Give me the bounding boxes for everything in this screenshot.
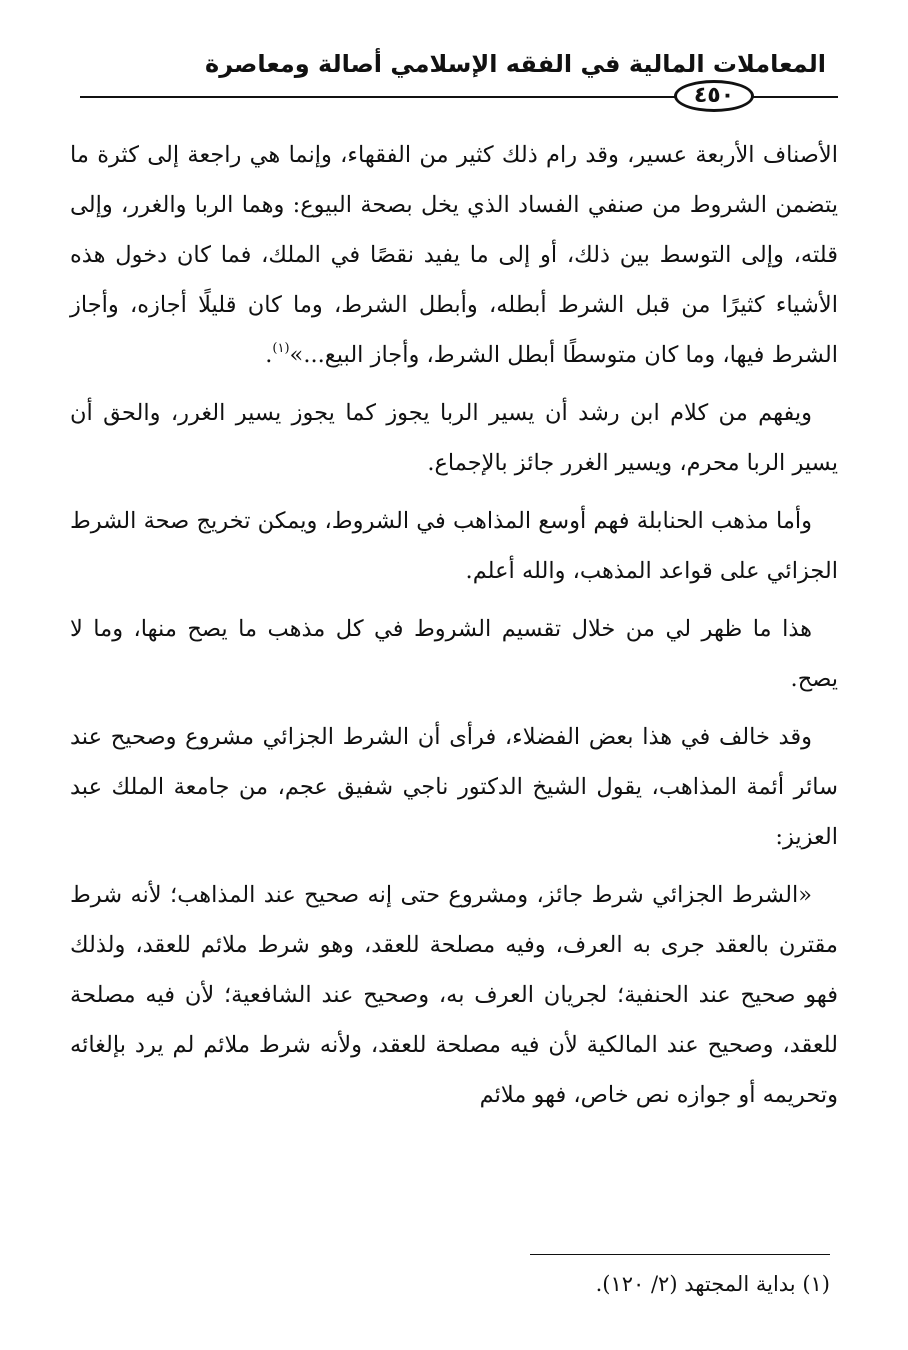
paragraph-1-text: الأصناف الأربعة عسير، وقد رام ذلك كثير من الفقهاء، وإنما هي راجعة إلى كثرة ما يتضمن الشروط من صنفي الفساد الذي يخل بصحة البيوع: وهما الربا والغرر، وإلى قلته، وإلى التوسط بين ذلك، أو إلى ما يفيد نقصًا في الملك، فما كان دخول هذه الأشياء كثيرًا من قبل الشرط أبطله، وأبطل الشرط، وما كان قليلًا أجازه، وأجاز الشرط فيها، وما كان متوسطًا أبطل الشرط، وأجاز البيع...» <box>70 142 838 368</box>
footnote-1: (١) بداية المجتهد (٢/ ١٢٠). <box>595 1272 830 1296</box>
paragraph-3: وأما مذهب الحنابلة فهم أوسع المذاهب في الشروط، ويمكن تخريج صحة الشرط الجزائي على قواعد المذهب، والله أعلم. <box>70 508 838 584</box>
running-header-title: المعاملات المالية في الفقه الإسلامي أصالة ومعاصرة <box>205 50 826 78</box>
paragraph-2: ويفهم من كلام ابن رشد أن يسير الربا يجوز كما يجوز يسير الغرر، والحق أن يسير الربا محرم، ويسير الغرر جائز بالإجماع. <box>70 400 838 476</box>
paragraph-1 <box>70 130 838 380</box>
paragraph-4: هذا ما ظهر لي من خلال تقسيم الشروط في كل مذهب ما يصح منها، وما لا يصح. <box>70 616 838 692</box>
paragraph-6: «الشرط الجزائي شرط جائز، ومشروع حتى إنه صحيح عند المذاهب؛ لأنه شرط مقترن بالعقد جرى به العرف، وفيه مصلحة للعقد، وهو شرط ملائم للعقد، ولذلك فهو صحيح عند الحنفية؛ لجريان العرف به، وصحيح عند الشافعية؛ لأن فيه مصلحة للعقد، وصحيح عند المالكية لأن فيه مصلحة للعقد، ولأنه شرط ملائم لم يرد بإلغائه وتحريمه أو جوازه نص خاص، فهو ملائم <box>70 882 838 1108</box>
page-number: ٤٥٠ <box>674 80 754 112</box>
paragraph-5: وقد خالف في هذا بعض الفضلاء، فرأى أن الشرط الجزائي مشروع وصحيح عند سائر أئمة المذاهب، يقول الشيخ الدكتور ناجي شفيق عجم، من جامعة الملك عبد العزيز: <box>70 724 838 850</box>
footnote-ref-1: (١) <box>272 341 290 356</box>
footnote-rule <box>530 1254 830 1255</box>
paragraph-1-end: . <box>265 342 273 368</box>
main-text <box>70 130 838 1128</box>
